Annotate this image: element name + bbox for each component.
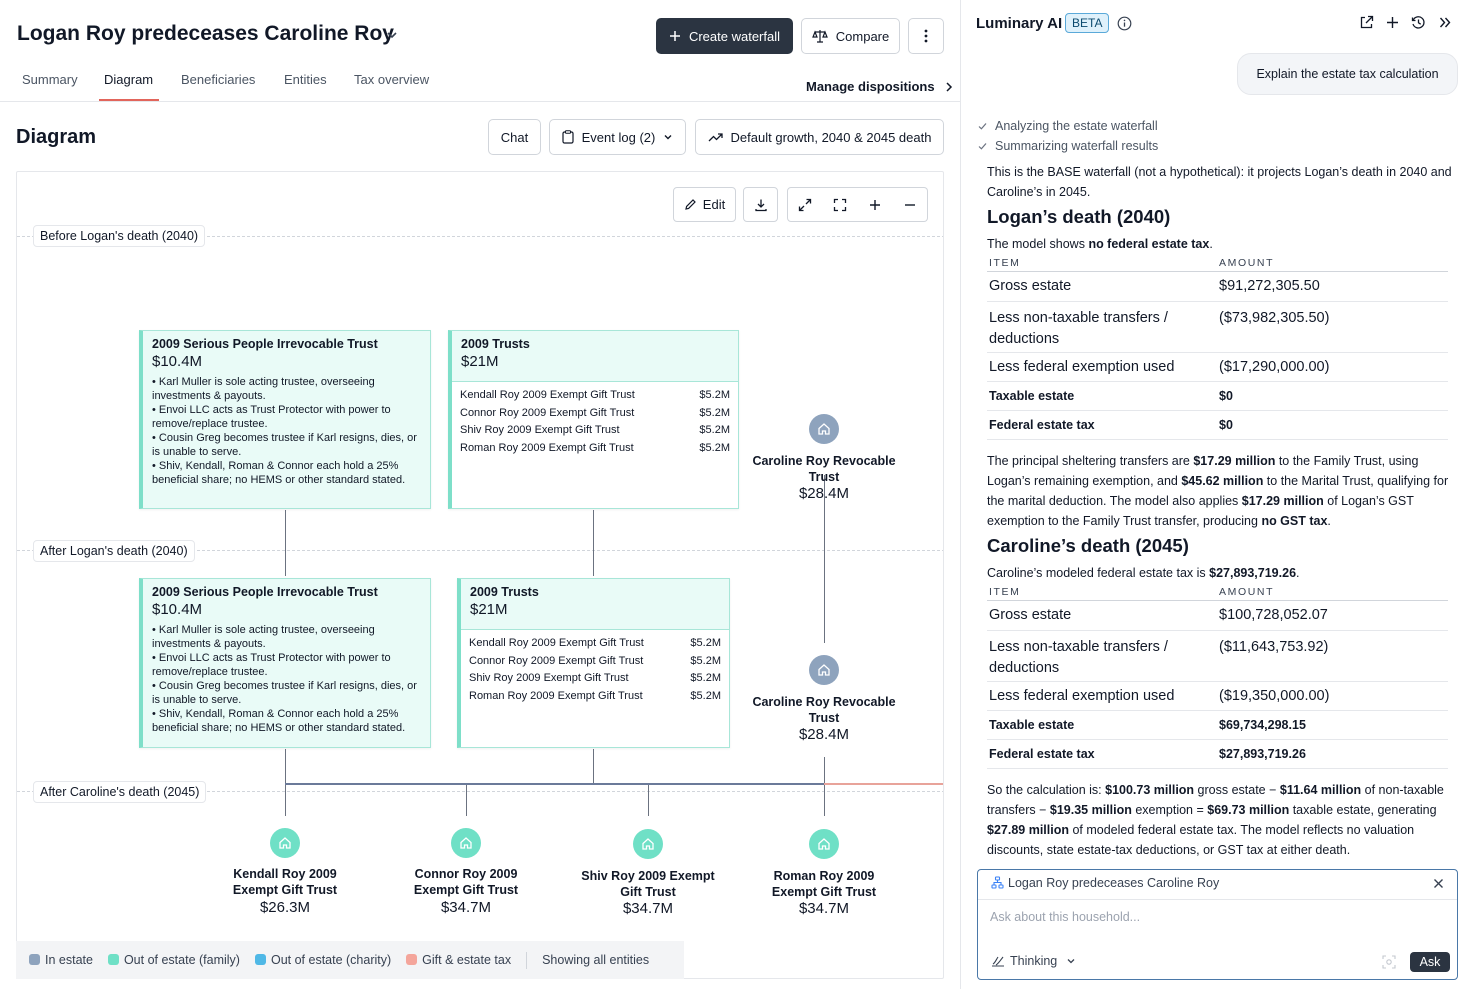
pencil-icon — [684, 198, 697, 211]
info-icon[interactable] — [1117, 16, 1132, 31]
column-header: AMOUNT — [1217, 257, 1448, 272]
entity-filter[interactable]: Showing all entities — [542, 953, 650, 967]
tab-tax-overview[interactable]: Tax overview — [354, 72, 430, 87]
trust-card-serious-people[interactable] — [139, 330, 431, 509]
edit-label: Edit — [702, 197, 726, 212]
connector-line — [824, 757, 825, 816]
text-bold: $17.29 million — [1193, 454, 1276, 468]
text: So the calculation is: — [987, 783, 1106, 797]
text: to the Family Trust, using Logan’s remaining exemption, and — [987, 454, 1419, 488]
card-note: • Envoi LLC acts as Trust Protector with power to remove/replace trustee. — [152, 404, 391, 430]
legend-swatch — [108, 954, 119, 965]
section-summary — [987, 234, 1455, 254]
row-name: Roman Roy 2009 Exempt Gift Trust — [469, 689, 643, 702]
card-title: 2009 Trusts — [461, 337, 530, 351]
header-divider — [0, 101, 960, 102]
composer-divider — [978, 899, 1457, 900]
connector-line — [593, 510, 594, 576]
node-label: Kendall Roy 2009 Exempt Gift Trust — [232, 867, 338, 897]
cell-amount: ($17,290,000.00) — [1217, 353, 1448, 382]
table-row — [469, 670, 721, 688]
context-chip — [991, 876, 1219, 890]
progress-step — [978, 119, 1158, 133]
compare-button[interactable] — [801, 18, 900, 54]
legend-divider — [526, 952, 527, 969]
connector-line — [593, 749, 594, 784]
brain-icon — [991, 955, 1005, 967]
node-label: Roman Roy 2009 Exempt Gift Trust — [771, 869, 877, 899]
card-note: • Cousin Greg becomes trustee if Karl resigns, dies, or is unable to serve. — [152, 432, 417, 458]
row-name: Roman Roy 2009 Exempt Gift Trust — [460, 441, 634, 454]
section-heading: Logan’s death (2040) — [987, 206, 1171, 227]
thinking-mode-select[interactable] — [991, 954, 1076, 968]
card-note: • Karl Muller is sole acting trustee, overseeing investments & payouts. — [152, 376, 375, 402]
growth-assumptions-button[interactable] — [695, 119, 944, 155]
cell-amount: $91,272,305.50 — [1217, 272, 1448, 302]
text: exemption = — [1131, 803, 1208, 817]
text-bold: $19.35 million — [1049, 803, 1132, 817]
card-note: • Shiv, Kendall, Roman & Connor each hold a 25% beneficial share; no HEMS or other standard stated. — [152, 708, 406, 734]
clipboard-icon — [562, 130, 574, 144]
table-row — [987, 411, 1448, 440]
card-note: • Cousin Greg becomes trustee if Karl resigns, dies, or is unable to serve. — [152, 680, 417, 706]
card-notes — [152, 624, 421, 735]
table-header-row — [987, 257, 1448, 272]
row-name: Kendall Roy 2009 Exempt Gift Trust — [460, 389, 635, 401]
cell-item: Taxable estate — [987, 382, 1217, 411]
beta-badge: BETA — [1065, 13, 1109, 33]
chat-button[interactable] — [488, 119, 541, 155]
diagram-heading: Diagram — [16, 126, 97, 148]
download-icon — [754, 198, 768, 212]
chevron-down-icon — [1066, 956, 1076, 966]
home-icon[interactable] — [451, 828, 481, 858]
user-message: Explain the estate tax calculation — [1237, 53, 1458, 95]
text: . — [1327, 514, 1331, 528]
row-value: $5.2M — [690, 654, 721, 667]
cell-item: Less non-taxable transfers / deductions — [987, 631, 1217, 682]
cell-item: Less non-taxable transfers / deductions — [987, 302, 1217, 353]
growth-assumptions-label: Default growth, 2040 & 2045 death — [730, 129, 932, 145]
cell-amount: ($73,982,305.50) — [1217, 302, 1448, 353]
chevron-right-icon — [944, 82, 954, 92]
create-waterfall-button[interactable] — [656, 18, 793, 54]
card-note: • Shiv, Kendall, Roman & Connor each hold a 25% beneficial share; no HEMS or other standard stated. — [152, 460, 406, 486]
response-intro: This is the BASE waterfall (not a hypothetical): it projects Logan’s death in 2040 and Caroline’s in 2045. — [987, 165, 1452, 199]
table-row — [460, 422, 730, 440]
text: Caroline’s modeled federal estate tax is — [987, 566, 1210, 580]
cell-amount: ($19,350,000.00) — [1217, 682, 1448, 711]
legend-item — [406, 953, 511, 967]
node-value: $26.3M — [259, 899, 311, 916]
text-bold: $45.62 million — [1181, 474, 1264, 488]
table-row — [469, 653, 721, 671]
zoom-in-button[interactable] — [857, 187, 893, 222]
fullscreen-icon — [833, 198, 847, 212]
table-row — [987, 272, 1448, 302]
zoom-out-button[interactable] — [892, 187, 928, 222]
node-value: $28.4M — [798, 726, 850, 743]
legend-label: In estate — [45, 953, 93, 967]
cell-item: Gross estate — [987, 601, 1217, 631]
text: of non-taxable transfers − — [987, 783, 1444, 817]
response-paragraph — [987, 780, 1455, 860]
cell-amount: $0 — [1217, 411, 1448, 440]
text: The principal sheltering transfers are — [987, 454, 1194, 468]
trust-card-2009-trusts[interactable] — [457, 578, 730, 748]
node-label: Caroline Roy Revocable Trust — [752, 454, 896, 484]
table-row — [987, 711, 1448, 740]
table-row — [987, 740, 1448, 769]
collapse-panel-icon[interactable] — [1439, 17, 1451, 28]
text: taxable estate, generating — [1289, 803, 1437, 817]
node-label: Shiv Roy 2009 Exempt Gift Trust — [581, 869, 715, 899]
table-row — [987, 382, 1448, 411]
node-value: $34.7M — [622, 900, 674, 917]
text: . — [1209, 237, 1213, 251]
history-icon[interactable] — [1411, 15, 1426, 30]
tax-table-logan — [987, 257, 1448, 440]
tab-beneficiaries[interactable]: Beneficiaries — [181, 72, 256, 87]
event-log-button[interactable] — [549, 119, 686, 155]
cell-item: Less federal exemption used — [987, 353, 1217, 382]
text-bold: no GST tax — [1261, 514, 1328, 528]
home-icon[interactable] — [270, 828, 300, 858]
cell-item: Taxable estate — [987, 711, 1217, 740]
card-value: $21M — [470, 601, 508, 618]
compare-label: Compare — [835, 28, 890, 44]
table-row — [987, 353, 1448, 382]
legend-item — [29, 953, 93, 967]
tab-entities[interactable]: Entities — [284, 72, 327, 87]
cell-item: Federal estate tax — [987, 740, 1217, 769]
cell-amount: $0 — [1217, 382, 1448, 411]
row-value: $5.2M — [699, 406, 730, 419]
tab-summary[interactable]: Summary — [22, 72, 78, 87]
check-icon — [978, 122, 987, 130]
cell-item: Federal estate tax — [987, 411, 1217, 440]
card-note: • Karl Muller is sole acting trustee, overseeing investments & payouts. — [152, 624, 375, 650]
cell-amount: $27,893,719.26 — [1217, 740, 1448, 769]
distribution-bus-line — [285, 783, 824, 785]
cell-item: Less federal exemption used — [987, 682, 1217, 711]
card-notes — [152, 376, 421, 487]
column-header: ITEM — [987, 257, 1217, 272]
connector-line — [466, 784, 467, 816]
trust-card-2009-trusts[interactable] — [448, 330, 739, 509]
table-header-row — [987, 586, 1448, 601]
legend-label: Out of estate (charity) — [270, 953, 392, 967]
more-vertical-icon — [924, 28, 928, 44]
trending-up-icon — [708, 132, 723, 142]
chevron-down-icon[interactable] — [385, 28, 399, 42]
legend-label: Out of estate (family) — [123, 953, 240, 967]
row-value: $5.2M — [699, 389, 730, 401]
phase-label-after-caroline: After Caroline's death (2045) — [33, 781, 206, 803]
table-row — [460, 405, 730, 423]
text-bold: $11.64 million — [1279, 783, 1362, 797]
context-label: Logan Roy predeceases Caroline Roy — [1008, 876, 1220, 890]
home-icon[interactable] — [809, 829, 839, 859]
column-header: ITEM — [987, 586, 1217, 601]
home-icon[interactable] — [633, 829, 663, 859]
card-value: $10.4M — [152, 353, 203, 370]
node-value: $34.7M — [440, 899, 492, 916]
text-bold: $27,893,719.26 — [1209, 566, 1297, 580]
thinking-label: Thinking — [1010, 954, 1058, 968]
text: . — [1296, 566, 1300, 580]
hierarchy-icon — [991, 876, 1004, 889]
legend-label: Gift & estate tax — [422, 953, 512, 967]
card-value: $21M — [461, 353, 499, 370]
card-title: 2009 Serious People Irrevocable Trust — [152, 585, 378, 599]
legend-item — [255, 953, 391, 967]
home-icon[interactable] — [809, 414, 839, 444]
legend-item — [108, 953, 240, 967]
table-row — [987, 601, 1448, 631]
row-name: Connor Roy 2009 Exempt Gift Trust — [460, 406, 635, 419]
more-options-button[interactable] — [908, 18, 944, 54]
text-bold: no federal estate tax — [1088, 237, 1210, 251]
row-value: $5.2M — [699, 424, 730, 436]
text: of modeled federal estate tax. The model reflects no valuation discounts, state estate-tax deductions, or GST tax at either death. — [987, 823, 1415, 857]
expand-button[interactable] — [787, 187, 823, 222]
minus-icon — [904, 199, 916, 211]
diagram-canvas[interactable] — [16, 171, 944, 979]
phase-label-after-logan: After Logan's death (2040) — [33, 540, 195, 562]
step-label: Summarizing waterfall results — [995, 139, 1159, 153]
section-summary — [987, 563, 1455, 583]
page-title: Logan Roy predeceases Caroline Roy — [17, 22, 394, 45]
text-bold: $27.89 million — [987, 823, 1069, 837]
manage-dispositions-link[interactable] — [806, 79, 954, 94]
ask-button[interactable]: Ask — [1410, 952, 1450, 972]
row-name: Kendall Roy 2009 Exempt Gift Trust — [469, 637, 644, 649]
check-icon — [978, 142, 987, 150]
card-note: • Envoi LLC acts as Trust Protector with power to remove/replace trustee. — [152, 652, 391, 678]
table-row — [987, 682, 1448, 711]
event-log-label: Event log (2) — [581, 129, 656, 145]
assistant-title: Luminary AI — [976, 15, 1063, 32]
tax-flow-line — [824, 783, 944, 785]
open-external-icon[interactable] — [1359, 15, 1374, 30]
phase-label-before-logan: Before Logan's death (2040) — [33, 225, 205, 247]
table-row — [987, 631, 1448, 682]
chevron-down-icon — [663, 132, 673, 142]
home-icon[interactable] — [809, 655, 839, 685]
cell-amount: ($11,643,753.92) — [1217, 631, 1448, 682]
column-header: AMOUNT — [1217, 586, 1448, 601]
plus-icon — [869, 199, 881, 211]
legend-swatch — [29, 954, 40, 965]
node-label: Caroline Roy Revocable Trust — [752, 695, 896, 725]
trust-card-serious-people[interactable] — [139, 578, 431, 748]
tab-diagram[interactable]: Diagram — [104, 72, 154, 87]
cell-item: Gross estate — [987, 272, 1217, 302]
table-row — [987, 302, 1448, 353]
legend-swatch — [255, 954, 266, 965]
row-name: Shiv Roy 2009 Exempt Gift Trust — [469, 672, 629, 684]
fullscreen-button[interactable] — [822, 187, 858, 222]
table-row — [460, 440, 730, 458]
node-label: Connor Roy 2009 Exempt Gift Trust — [413, 867, 519, 897]
text-bold: $17.29 million — [1241, 494, 1324, 508]
chat-label: Chat — [500, 129, 529, 145]
text-bold: $69.73 million — [1207, 803, 1290, 817]
card-value: $10.4M — [152, 601, 203, 618]
table-row — [460, 387, 730, 405]
text: of Logan’s GST exemption to the Family Trust transfer, producing — [987, 494, 1414, 528]
card-title: 2009 Serious People Irrevocable Trust — [152, 337, 378, 351]
row-value: $5.2M — [699, 441, 730, 454]
progress-step — [978, 139, 1158, 153]
step-label: Analyzing the estate waterfall — [995, 119, 1158, 133]
new-chat-icon[interactable] — [1386, 16, 1399, 29]
row-value: $5.2M — [690, 689, 721, 702]
card-table — [452, 381, 738, 508]
edit-button[interactable] — [673, 187, 736, 222]
expand-icon — [798, 198, 812, 212]
download-button[interactable] — [743, 187, 778, 222]
legend-swatch — [406, 954, 417, 965]
text: The model shows — [987, 237, 1089, 251]
section-heading: Caroline’s death (2045) — [987, 535, 1189, 556]
ask-input[interactable] — [990, 906, 1430, 928]
create-waterfall-label: Create waterfall — [688, 28, 781, 44]
panel-divider — [960, 0, 961, 989]
text: to the Marital Trust, qualifying for the marital deduction. The model also applies — [987, 474, 1449, 508]
connector-line — [648, 784, 649, 816]
manage-dispositions-label: Manage dispositions — [806, 79, 935, 94]
close-icon[interactable] — [1433, 878, 1444, 889]
plus-icon — [669, 30, 681, 42]
cell-amount: $100,728,052.07 — [1217, 601, 1448, 631]
node-value: $34.7M — [798, 900, 850, 917]
diagram-legend — [16, 941, 684, 979]
cell-amount: $69,734,298.15 — [1217, 711, 1448, 740]
row-value: $5.2M — [690, 672, 721, 684]
connector-line — [285, 510, 286, 576]
scale-icon — [812, 29, 828, 43]
card-title: 2009 Trusts — [470, 585, 539, 599]
table-row — [469, 688, 721, 706]
row-value: $5.2M — [690, 637, 721, 649]
card-table — [461, 629, 729, 747]
response-paragraph — [987, 451, 1455, 531]
text: gross estate − — [1194, 783, 1280, 797]
node-value: $28.4M — [798, 485, 850, 502]
table-row — [469, 635, 721, 653]
text-bold: $100.73 million — [1105, 783, 1195, 797]
row-name: Shiv Roy 2009 Exempt Gift Trust — [460, 424, 620, 436]
row-name: Connor Roy 2009 Exempt Gift Trust — [469, 654, 644, 667]
tax-table-caroline — [987, 586, 1448, 769]
screenshot-icon[interactable] — [1382, 955, 1396, 969]
